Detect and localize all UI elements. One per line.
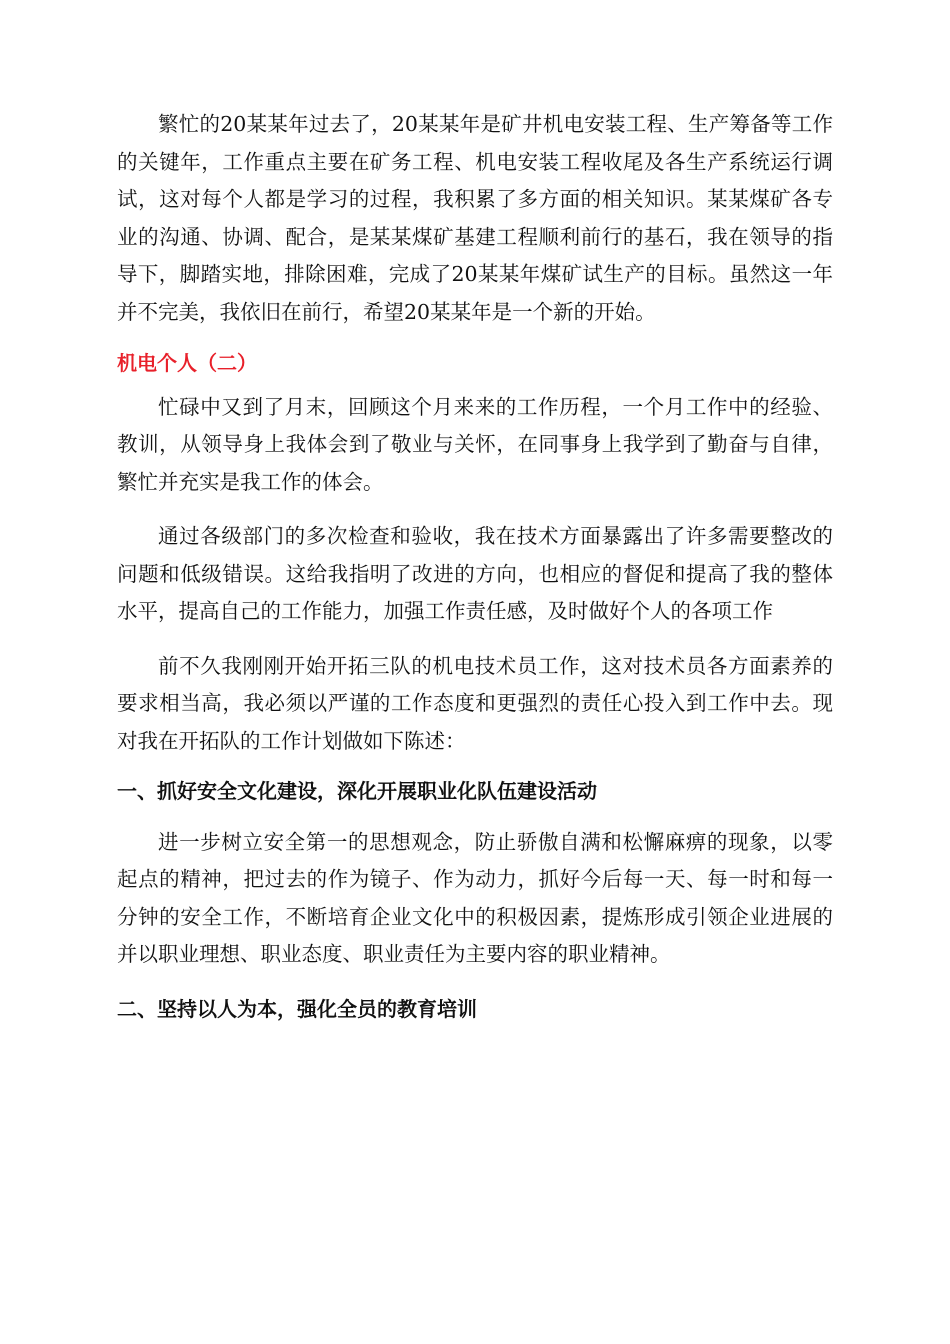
section-title: 机电个人（二） [117,351,257,375]
heading-training: 二、坚持以人为本，强化全员的教育培训 [117,996,477,1021]
paragraph-safety-culture: 进一步树立安全第一的思想观念，防止骄傲自满和松懈麻痹的现象，以零起点的精神，把过去的作为镜子、作为动力，抓好今后每一天、每一时和每一分钟的安全工作，不断培育企业文化中的积极因素，提炼形成引领企业进展的并以职业理想、职业态度、职业责任为主要内容的职业精神。 [117,829,833,966]
heading-safety-culture: 一、抓好安全文化建设，深化开展职业化队伍建设活动 [117,779,597,803]
document-body [117,106,833,1028]
paragraph-new-role: 前不久我刚刚开始开拓三队的机电技术员工作，这对技术员各方面素养的要求相当高，我必须以严谨的工作态度和更强烈的责任心投入到工作中去。现对我在开拓队的工作计划做如下陈述： [117,653,833,753]
paragraph-intro: 繁忙的20某某年过去了，20某某年是矿井机电安装工程、生产筹备等工作的关键年，工作重点主要在矿务工程、机电安装工程收尾及各生产系统运行调试，这对每个人都是学习的过程，我积累了多方面的相关知识。某某煤矿各专业的沟通、协调、配合，是某某煤矿基建工程顺利前行的基石，我在领导的指导下，脚踏实地，排除困难，完成了20某某年煤矿试生产的目标。虽然这一年并不完美，我依旧在前行，希望20某某年是一个新的开始。 [117,112,833,324]
paragraph-inspection: 通过各级部门的多次检查和验收，我在技术方面暴露出了许多需要整改的问题和低级错误。这给我指明了改进的方向，也相应的督促和提高了我的整体水平，提高自己的工作能力，加强工作责任感，及时做好个人的各项工作 [117,524,833,623]
paragraph-month-review: 忙碌中又到了月末，回顾这个月来来的工作历程，一个月工作中的经验、教训，从领导身上我体会到了敬业与关怀，在同事身上我学到了勤奋与自律，繁忙并充实是我工作的体会。 [117,394,833,494]
